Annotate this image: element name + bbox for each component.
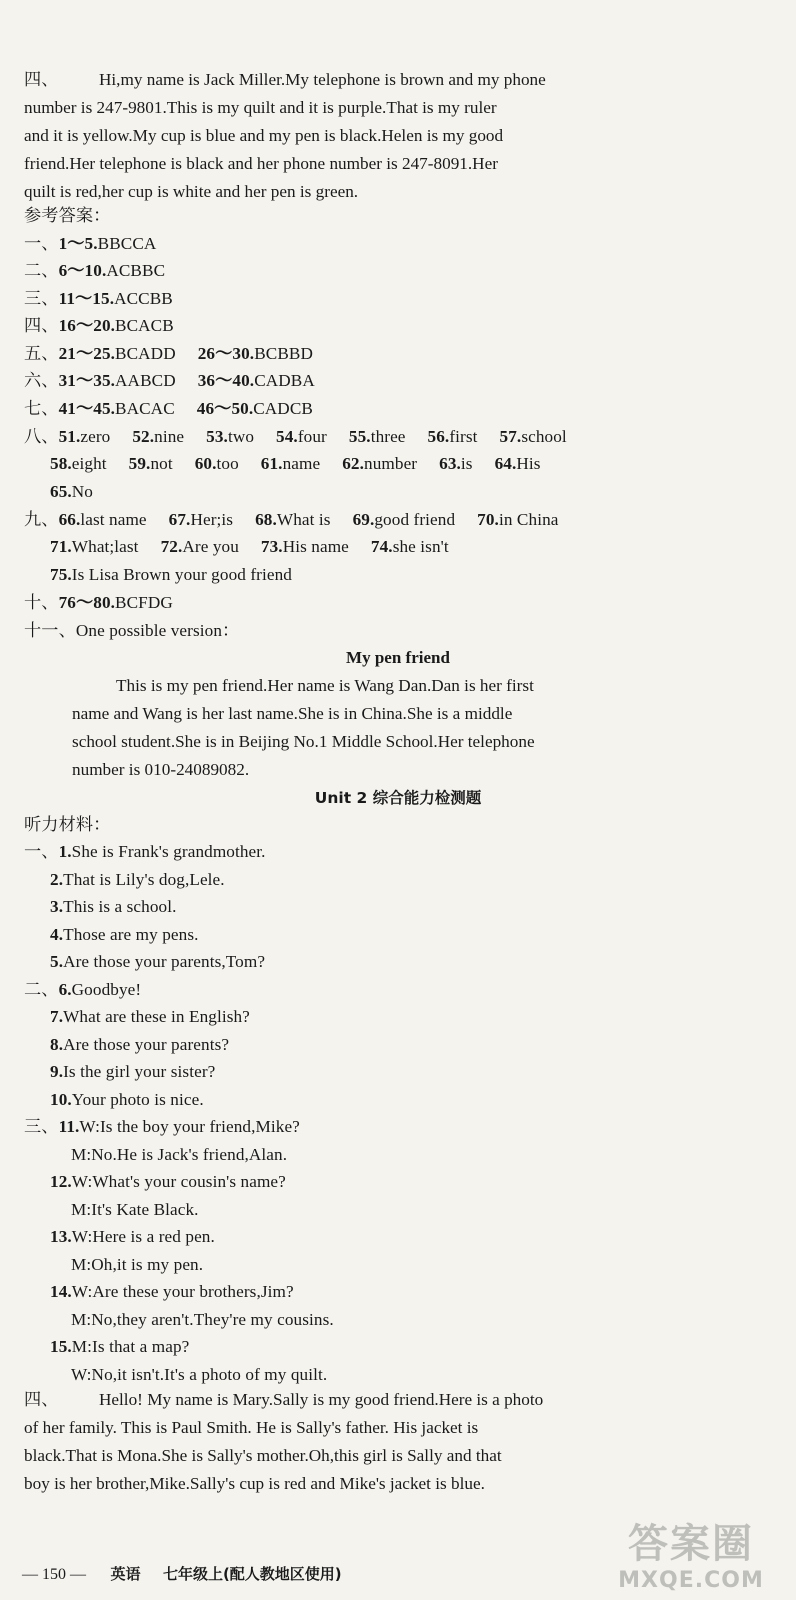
passage-line: quilt is red,her cup is white and her pen is green. xyxy=(24,182,359,201)
essay-line: school student.She is in Beijing No.1 Middle School.Her telephone xyxy=(72,732,535,751)
answer-text: BCBBD xyxy=(254,344,313,363)
listening-line xyxy=(24,1168,286,1196)
question-number: 6～10. xyxy=(58,261,107,280)
section-label: 三、 xyxy=(24,289,59,308)
answer-text: Her;is xyxy=(190,510,234,529)
listening-text: M:Oh,it is my pen. xyxy=(71,1254,204,1274)
listening-text: M:No,they aren't.They're my cousins. xyxy=(71,1309,334,1329)
passage-4-bottom xyxy=(24,1386,780,1498)
answer-text: Is Lisa Brown your good friend xyxy=(71,565,292,584)
listening-text: M:No.He is Jack's friend,Alan. xyxy=(71,1144,288,1164)
question-number: 15. xyxy=(50,1337,72,1356)
answer-text: Are you xyxy=(182,537,239,556)
section-label: 五、 xyxy=(24,344,59,363)
answer-text: too xyxy=(216,454,239,473)
question-number: 12. xyxy=(50,1172,72,1191)
listening-line xyxy=(24,1086,204,1114)
answer-row xyxy=(24,257,165,285)
answer-text: she isn't xyxy=(392,537,449,556)
question-number: 75. xyxy=(50,565,72,584)
answer-text: three xyxy=(370,427,406,446)
listening-line xyxy=(24,1223,215,1251)
listening-line xyxy=(24,1113,300,1141)
question-number: 8. xyxy=(50,1034,64,1054)
listening-line xyxy=(24,1058,215,1086)
question-number: 71. xyxy=(50,537,72,556)
answer-row xyxy=(24,230,156,258)
question-number: 59. xyxy=(128,454,151,473)
section-label: 十、 xyxy=(24,593,59,612)
answer-text: number xyxy=(364,454,418,473)
listening-line xyxy=(24,838,266,866)
answer-text: zero xyxy=(80,427,111,446)
question-number: 52. xyxy=(132,427,155,446)
answer-row xyxy=(24,395,313,423)
question-number: 53. xyxy=(206,427,228,446)
passage-line: Hi,my name is Jack Miller.My telephone is brown and my phone xyxy=(98,70,546,89)
answer-text: not xyxy=(150,454,173,473)
passage-4-top xyxy=(24,66,780,206)
answer-text: No xyxy=(71,482,94,501)
section-label: 二、 xyxy=(24,261,59,280)
listening-line xyxy=(24,1031,229,1059)
answer-text: school xyxy=(521,427,567,446)
passage-line: number is 247-9801.This is my quilt and it is purple.That is my ruler xyxy=(24,98,497,117)
answer-text: good friend xyxy=(374,510,456,529)
section-label: 八、 xyxy=(24,427,59,446)
question-number: 11～15. xyxy=(58,289,115,308)
question-number: 11. xyxy=(58,1117,80,1136)
section-label: 六、 xyxy=(24,371,59,390)
question-number: 56. xyxy=(427,427,450,446)
question-number: 69. xyxy=(352,510,375,529)
answer-text: BACAC xyxy=(115,399,175,418)
listening-line xyxy=(24,948,265,976)
question-number: 70. xyxy=(477,510,499,529)
answer-text: in China xyxy=(498,510,559,529)
question-number: 67. xyxy=(168,510,191,529)
passage-line: and it is yellow.My cup is blue and my pen is black.Helen is my good xyxy=(24,126,504,145)
section-label: 四、 xyxy=(24,70,59,89)
footer-subject: 英语 xyxy=(110,1565,141,1583)
listening-text: W:Is the boy your friend,Mike? xyxy=(79,1117,300,1136)
question-number: 9. xyxy=(50,1062,64,1081)
question-number: 74. xyxy=(370,537,393,556)
listening-text: What are these in English? xyxy=(63,1007,250,1026)
listening-text: Is the girl your sister? xyxy=(63,1062,216,1081)
answer-text: His xyxy=(516,454,541,473)
listening-text: Are those your parents,Tom? xyxy=(63,952,266,971)
answer-row xyxy=(24,423,567,451)
question-number: 16～20. xyxy=(58,316,116,335)
essay-line: name and Wang is her last name.She is in China.She is a middle xyxy=(72,704,513,723)
question-number: 72. xyxy=(160,537,183,556)
listening-text: M:It's Kate Black. xyxy=(71,1199,199,1219)
listening-line xyxy=(24,1196,199,1224)
question-number: 54. xyxy=(276,427,298,446)
answer-text: What;last xyxy=(71,537,139,556)
unit-title: Unit 2 综合能力检测题 xyxy=(314,789,482,807)
answer-text: BBCCA xyxy=(97,234,157,253)
page-number: — 150 — xyxy=(22,1566,86,1583)
answer-text: ACBBC xyxy=(106,261,166,280)
answer-row xyxy=(24,285,173,313)
question-number: 73. xyxy=(260,537,283,556)
footer-grade: 七年级上(配人教地区使用) xyxy=(162,1565,342,1583)
question-number: 5. xyxy=(50,952,64,971)
question-number: 63. xyxy=(439,454,461,473)
question-number: 21～25. xyxy=(58,344,116,363)
answer-row xyxy=(24,533,449,561)
essay-line: number is 010-24089082. xyxy=(72,760,250,779)
listening-line xyxy=(24,1278,294,1306)
answers-heading: 参考答案： xyxy=(24,206,111,225)
section-label: 七、 xyxy=(24,399,59,418)
section-label: 四、 xyxy=(24,1390,59,1409)
section-label: 一、 xyxy=(24,234,59,253)
question-number: 7. xyxy=(50,1007,64,1026)
question-number: 55. xyxy=(348,427,371,446)
answer-text: BCACB xyxy=(115,316,174,335)
listening-line xyxy=(24,1003,250,1031)
answer-text: last name xyxy=(80,510,147,529)
question-number: 26～30. xyxy=(197,344,255,363)
question-number: 31～35. xyxy=(58,371,116,390)
watermark-logo-text: 答案圈 xyxy=(628,1521,754,1567)
listening-text: W:What's your cousin's name? xyxy=(71,1172,286,1191)
answer-text: nine xyxy=(154,427,185,446)
question-number: 46～50. xyxy=(196,399,254,418)
answer-row xyxy=(24,340,313,368)
question-number: 57. xyxy=(499,427,522,446)
question-number: 61. xyxy=(260,454,283,473)
answer-row xyxy=(24,478,93,506)
question-number: 66. xyxy=(58,510,81,529)
page-footer xyxy=(22,1562,342,1587)
question-number: 2. xyxy=(50,869,64,889)
answer-text: BCADD xyxy=(115,344,176,363)
listening-text: That is Lily's dog,Lele. xyxy=(63,869,225,889)
question-number: 6. xyxy=(58,979,72,999)
question-number: 62. xyxy=(342,454,365,473)
question-number: 14. xyxy=(50,1282,72,1301)
question-number: 10. xyxy=(50,1089,72,1109)
listening-line xyxy=(24,893,177,921)
question-number: 1～5. xyxy=(58,234,98,253)
listening-text: She is Frank's grandmother. xyxy=(71,842,266,861)
listening-line xyxy=(24,1333,189,1361)
answer-text: CADBA xyxy=(254,371,315,390)
section-label: 二、 xyxy=(24,979,59,999)
passage-line: friend.Her telephone is black and her phone number is 247-8091.Her xyxy=(24,154,498,173)
listening-text: Goodbye! xyxy=(71,979,142,999)
answer-text: ACCBB xyxy=(114,289,173,308)
listening-text: W:No,it isn't.It's a photo of my quilt. xyxy=(71,1364,328,1384)
passage-line: boy is her brother,Mike.Sally's cup is red and Mike's jacket is blue. xyxy=(24,1474,485,1493)
question-number: 13. xyxy=(50,1227,72,1246)
question-number: 64. xyxy=(494,454,517,473)
answer-text: BCFDG xyxy=(115,593,173,612)
answer-text: first xyxy=(449,427,478,446)
answer-text: AABCD xyxy=(115,371,176,390)
question-number: 41～45. xyxy=(58,399,116,418)
passage-line: black.That is Mona.She is Sally's mother.Oh,this girl is Sally and that xyxy=(24,1446,502,1465)
answer-row xyxy=(24,450,541,478)
section-label: 四、 xyxy=(24,316,59,335)
listening-text: M:Is that a map? xyxy=(71,1337,190,1356)
passage-line: Hello! My name is Mary.Sally is my good friend.Here is a photo xyxy=(98,1390,544,1409)
essay-title: My pen friend xyxy=(346,648,450,667)
version-label: 十一、One possible version： xyxy=(24,621,240,640)
question-number: 68. xyxy=(255,510,277,529)
essay-line: This is my pen friend.Her name is Wang Dan.Dan is her first xyxy=(116,676,534,695)
section-label: 三、 xyxy=(24,1117,59,1136)
question-number: 4. xyxy=(50,924,64,944)
section-label: 一、 xyxy=(24,842,59,861)
listening-label: 听力材料： xyxy=(24,815,111,834)
answer-text: two xyxy=(227,427,255,446)
question-number: 60. xyxy=(194,454,217,473)
listening-line xyxy=(24,976,141,1004)
answer-row xyxy=(24,561,292,589)
listening-line xyxy=(24,1251,203,1279)
question-number: 76～80. xyxy=(58,593,116,612)
essay-body xyxy=(72,672,652,784)
listening-text: Your photo is nice. xyxy=(71,1089,204,1109)
answer-text: CADCB xyxy=(253,399,313,418)
answer-row xyxy=(24,589,173,617)
answer-text: is xyxy=(460,454,473,473)
watermark-url: MXQE.COM xyxy=(618,1568,764,1593)
listening-text: W:Here is a red pen. xyxy=(71,1227,215,1246)
listening-line xyxy=(24,866,225,894)
answer-row xyxy=(24,367,315,395)
answer-text: eight xyxy=(71,454,107,473)
listening-line xyxy=(24,921,199,949)
listening-line xyxy=(24,1361,327,1389)
answer-text: name xyxy=(282,454,321,473)
answer-text: four xyxy=(297,427,327,446)
question-number: 3. xyxy=(50,897,64,916)
listening-line xyxy=(24,1306,334,1334)
question-number: 65. xyxy=(50,482,72,501)
answer-text: What is xyxy=(276,510,331,529)
listening-text: This is a school. xyxy=(63,897,177,916)
listening-line xyxy=(24,1141,287,1169)
answer-row xyxy=(24,506,559,534)
site-watermark xyxy=(600,1520,782,1598)
section-label: 九、 xyxy=(24,510,59,529)
question-number: 51. xyxy=(58,427,81,446)
listening-text: Those are my pens. xyxy=(63,924,199,944)
answer-text: His name xyxy=(282,537,349,556)
question-number: 36～40. xyxy=(197,371,255,390)
question-number: 1. xyxy=(58,842,72,861)
listening-text: W:Are these your brothers,Jim? xyxy=(71,1282,294,1301)
question-number: 58. xyxy=(50,454,72,473)
listening-text: Are those your parents? xyxy=(63,1034,230,1054)
passage-line: of her family. This is Paul Smith. He is Sally's father. His jacket is xyxy=(24,1418,479,1437)
answer-row xyxy=(24,312,174,340)
